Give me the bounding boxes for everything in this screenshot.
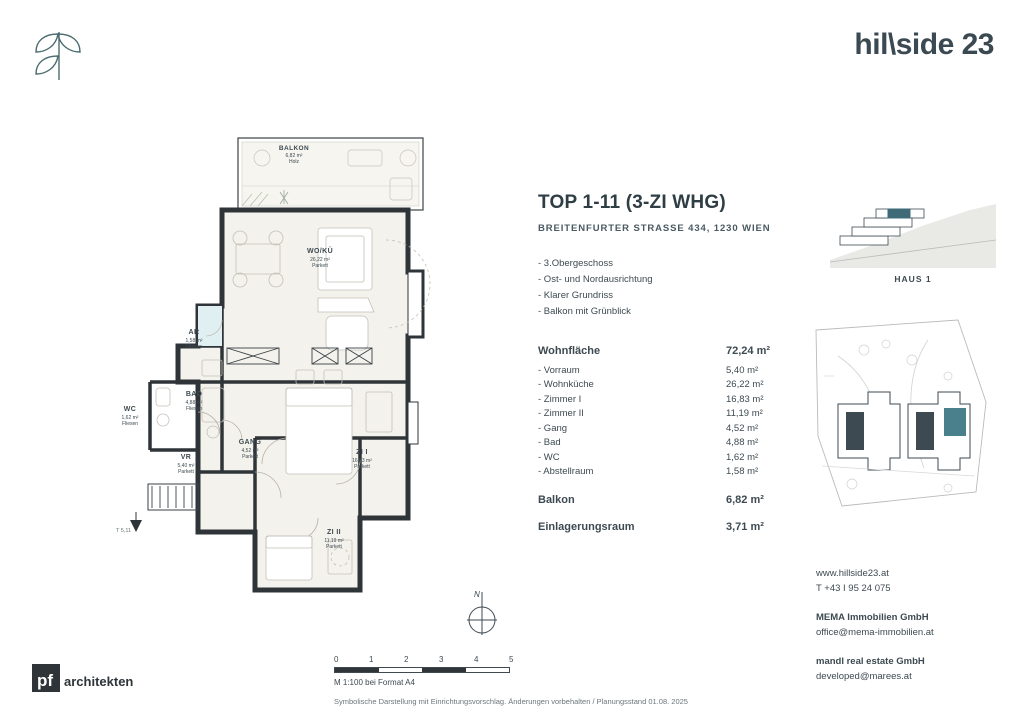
area-table (538, 344, 798, 535)
company1-name: MEMA Immobilien GmbH (816, 612, 929, 623)
balkon-total-row: Balkon 6,82 m² (538, 493, 764, 506)
building-section-diagram (830, 196, 996, 268)
svg-text:architekten: architekten (64, 674, 134, 689)
contact-block (816, 566, 1016, 698)
area-row: - Gang 4,52 m² (538, 422, 759, 434)
area-row: - Wohnküche 26,22 m² (538, 379, 764, 390)
feature-list (538, 256, 798, 320)
phone-number: T +43 I 95 24 075 (816, 583, 891, 594)
room-label-ar: AR 1,58 m² Fliesen (185, 329, 203, 350)
feature-item: - Balkon mit Grünblick (538, 306, 631, 317)
area-row: - WC 1,62 m² (538, 451, 759, 463)
feature-item: - Ost- und Nordausrichtung (538, 274, 653, 285)
brand-title: hil\side 23 (854, 28, 994, 61)
room-label-gang: GANG 4,52 m² Parkett (238, 439, 262, 460)
svg-text:pf: pf (37, 671, 54, 690)
scale-tick: 4 (474, 655, 479, 664)
company1-email[interactable]: office@mema-immobilien.at (816, 627, 934, 638)
north-arrow-icon (462, 592, 502, 640)
scale-tick: 0 (334, 655, 339, 664)
scale-bar-group (334, 655, 694, 687)
entry-door-label: T 5,11 (116, 528, 132, 534)
room-label-wohnkueche: WO/KÜ 26,22 m² Parkett (306, 248, 334, 269)
leaf-logo-icon (30, 30, 90, 82)
north-letter: N (474, 590, 480, 599)
company2-name: mandl real estate GmbH (816, 656, 925, 667)
scale-bar (334, 667, 510, 673)
scale-tick: 5 (509, 655, 514, 664)
room-label-vr: VR 5,40 m² Parkett (177, 454, 195, 475)
scale-tick: 2 (404, 655, 409, 664)
room-label-zimmer-1: ZI I 16,83 m² Parkett (352, 449, 372, 470)
address-line: BREITENFURTER STRASSE 434, 1230 WIEN (538, 223, 771, 234)
area-row: - Abstellraum 1,58 m² (538, 466, 759, 477)
architect-logo (32, 664, 152, 694)
scale-tick: 1 (369, 655, 374, 664)
area-row: - Bad 4,88 m² (538, 437, 759, 448)
area-row: - Zimmer II 11,19 m² (538, 408, 763, 419)
einlagerungsraum-total-row: Einlagerungsraum 3,71 m² (538, 521, 764, 533)
company2-email[interactable]: developed@marees.at (816, 671, 912, 682)
haus-label: HAUS 1 (894, 274, 932, 284)
site-plan-diagram (808, 316, 994, 512)
disclaimer-text: Symbolische Darstellung mit Einrichtungsvorschlag. Änderungen vorbehalten / Planungsstand 01.08. 2025 (334, 697, 688, 706)
room-label-bad: BAD 4,88 m² Fliesen (185, 391, 203, 412)
feature-item: - Klarer Grundriss (538, 290, 613, 301)
area-total-row: Wohnfläche 72,24 m² (538, 345, 771, 357)
area-row: - Zimmer I 16,83 m² (538, 393, 764, 405)
room-label-zimmer-2: ZI II 11,19 m² Parkett (324, 529, 344, 550)
room-label-balkon: BALKON 6,82 m² Holz (278, 145, 310, 166)
floorplan-drawing (90, 120, 520, 640)
scale-caption: M 1:100 bei Format A4 (334, 678, 415, 687)
unit-info-panel (538, 192, 798, 535)
website-link[interactable]: www.hillside23.at (816, 568, 889, 579)
room-label-wc: WC 1,62 m² Fliesen (121, 406, 139, 427)
feature-item: - 3.Obergeschoss (538, 258, 613, 269)
page-title: TOP 1-11 (3-ZI WHG) (538, 192, 726, 213)
scale-tick-labels (334, 655, 694, 667)
scale-tick: 3 (439, 655, 444, 664)
area-row: - Vorraum 5,40 m² (538, 364, 759, 376)
